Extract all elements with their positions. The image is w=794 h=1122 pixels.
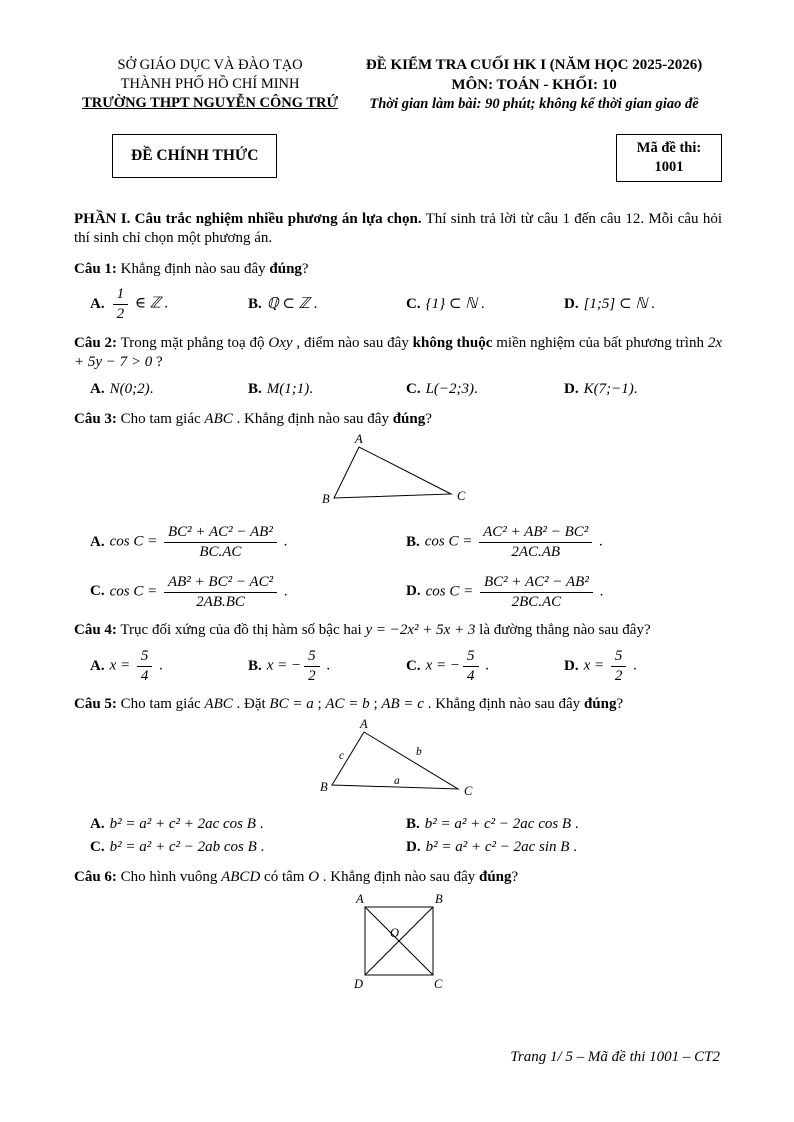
- q3-stem-math1: ABC: [204, 411, 233, 428]
- option-letter: D.: [406, 583, 421, 600]
- question-5: [74, 695, 722, 857]
- q3-stem-end: ?: [425, 411, 432, 428]
- q1-stem-end: ?: [301, 260, 309, 277]
- option-letter: C.: [90, 583, 105, 600]
- q4-stem: [74, 621, 722, 641]
- vertex-d-label: D: [354, 976, 364, 991]
- option-post: .: [474, 380, 478, 397]
- option-post: .: [155, 657, 163, 674]
- q2-option-b: [248, 380, 406, 400]
- option-post: .: [481, 657, 489, 674]
- option-post: .: [571, 816, 579, 833]
- option-post: .: [322, 657, 331, 674]
- option-letter: C.: [90, 838, 105, 855]
- fraction-numerator: BC² + AC² − AB²: [164, 524, 277, 543]
- school-name: TRƯỜNG THPT NGUYỄN CÔNG TRỨ: [82, 94, 339, 111]
- option-letter: C.: [406, 380, 421, 397]
- q2-stem: [74, 334, 722, 373]
- fraction: [164, 524, 277, 561]
- option-letter: B.: [248, 295, 262, 312]
- fraction-denominator: BC.AC: [199, 543, 242, 560]
- option-letter: D.: [406, 838, 421, 855]
- page-footer: Trang 1/ 5 – Mã đề thi 1001 – CT2: [510, 1049, 720, 1065]
- side-c-label: c: [339, 749, 345, 762]
- city-line: THÀNH PHỐ HỒ CHÍ MINH: [120, 75, 300, 92]
- q5-stem-text3: ;: [313, 696, 326, 713]
- q1-stem: [74, 260, 722, 280]
- option-letter: A.: [90, 533, 105, 550]
- question-2: [74, 334, 722, 400]
- option-post: .: [149, 380, 154, 397]
- option-letter: D.: [564, 295, 579, 312]
- fraction: [611, 648, 627, 685]
- side-b-label: b: [416, 745, 422, 758]
- q5-stem-end: ?: [616, 696, 624, 713]
- option-letter: B.: [248, 657, 262, 674]
- department-line: SỞ GIÁO DỤC VÀ ĐÀO TẠO: [117, 57, 303, 73]
- fraction: [480, 574, 593, 611]
- q1-option-b: [248, 295, 406, 315]
- fraction-denominator: 2: [308, 667, 316, 684]
- q5-option-c: [90, 838, 406, 858]
- option-math: x = −: [266, 657, 302, 674]
- q5-stem-bold: đúng: [583, 696, 617, 713]
- fraction: [304, 648, 320, 685]
- q6-stem-math1: ABCD: [221, 869, 261, 886]
- q2-stem-math2: 2x + 5y − 7 > 0: [74, 334, 722, 371]
- option-letter: A.: [90, 295, 105, 312]
- header-left-block: [74, 56, 346, 114]
- q3-stem-text1: Cho tam giác: [116, 411, 205, 428]
- exam-code-value: 1001: [654, 158, 684, 175]
- option-letter: B.: [406, 533, 420, 550]
- fraction: [463, 648, 479, 685]
- q5-triangle-figure: [74, 719, 722, 810]
- q5-stem-text2: . Đặt: [232, 696, 270, 713]
- exam-title: ĐỀ KIỂM TRA CUỐI HK I (NĂM HỌC 2025-2026): [365, 57, 703, 73]
- question-3: [74, 410, 722, 610]
- option-math: x =: [583, 657, 608, 674]
- q5-stem-math1: ABC: [204, 696, 233, 713]
- q6-label: Câu 6:: [74, 869, 117, 886]
- vertex-b-label: B: [322, 491, 330, 506]
- option-letter: C.: [406, 657, 421, 674]
- option-math: K(7;−1): [583, 380, 634, 397]
- q2-label: Câu 2:: [74, 334, 118, 351]
- q5-stem-text4: ;: [369, 696, 382, 713]
- q3-triangle-figure: [74, 434, 722, 519]
- q2-options: [74, 380, 722, 400]
- q6-stem: [74, 868, 722, 888]
- fraction-denominator: 2BC.AC: [511, 593, 562, 610]
- option-post: .: [647, 295, 655, 312]
- q6-stem-text3: . Khẳng định nào sau đây: [319, 869, 479, 886]
- fraction-numerator: 5: [463, 648, 479, 667]
- q3-option-c: [90, 574, 406, 611]
- q6-stem-bold: đúng: [479, 869, 512, 886]
- fraction-denominator: 2: [614, 667, 623, 684]
- part1-heading: [74, 210, 722, 249]
- option-post: .: [569, 838, 577, 855]
- fraction-denominator: 2: [116, 305, 125, 322]
- option-math: {1} ⊂ ℕ: [425, 295, 478, 312]
- triangle-outline: [334, 447, 451, 498]
- option-post: .: [595, 583, 604, 600]
- option-post: .: [279, 533, 288, 550]
- q2-option-d: [564, 380, 722, 400]
- q5-stem: [74, 695, 722, 715]
- q1-stem-bold: đúng: [269, 260, 302, 277]
- fraction: [479, 524, 592, 561]
- option-post: .: [255, 816, 264, 833]
- q1-option-d: [564, 295, 722, 315]
- q4-options: [74, 648, 722, 685]
- option-math: M(1;1): [266, 380, 310, 397]
- q4-stem-text1: Trục đối xứng của đồ thị hàm số bậc hai: [116, 622, 366, 639]
- q6-square-figure: [74, 892, 722, 1001]
- exam-header: [74, 56, 722, 114]
- q5-stem-math4: AB = c: [381, 696, 424, 713]
- fraction: [137, 648, 153, 685]
- part1-heading-rest: Thí sinh trả lời từ câu 1 đến câu 12. Mỗi câu hỏi thí sinh chỉ chọn một phương án.: [74, 210, 722, 247]
- option-math: cos C =: [424, 533, 477, 550]
- option-letter: D.: [564, 380, 579, 397]
- option-math: b² = a² + c² − 2ac sin B: [425, 838, 570, 855]
- fraction-numerator: 5: [611, 648, 627, 667]
- vertex-c-label: C: [464, 783, 473, 798]
- fraction-denominator: 2AC.AB: [511, 543, 561, 560]
- vertex-a-label: A: [356, 891, 364, 906]
- option-math: ℚ ⊂ ℤ: [266, 295, 310, 312]
- fraction-numerator: 5: [304, 648, 320, 667]
- option-math: b² = a² + c² + 2ac cos B: [109, 816, 256, 833]
- q2-stem-end: ?: [152, 354, 163, 371]
- question-4: [74, 621, 722, 684]
- q1-options: [74, 286, 722, 323]
- exam-code-box: [616, 134, 722, 182]
- fraction-denominator: 4: [140, 667, 149, 684]
- fraction-numerator: AB² + BC² − AC²: [164, 574, 277, 593]
- q5-stem-text5: . Khẳng định nào sau đây: [423, 696, 584, 713]
- option-math: b² = a² + c² − 2ab cos B: [109, 838, 257, 855]
- q2-option-a: [90, 380, 248, 400]
- center-o-label: O: [390, 925, 400, 940]
- q5-label: Câu 5:: [74, 696, 117, 713]
- option-post: .: [256, 838, 265, 855]
- q5-stem-text1: Cho tam giác: [116, 696, 205, 713]
- fraction-denominator: 2AB.BC: [196, 593, 245, 610]
- side-a-label: a: [394, 774, 400, 787]
- q4-stem-math1: y = −2x² + 5x + 3: [365, 622, 476, 639]
- option-math: cos C =: [425, 583, 477, 600]
- square-abcd-svg: [346, 892, 450, 994]
- q6-stem-end: ?: [511, 869, 519, 886]
- duration-line: Thời gian làm bài: 90 phút; không kể thời gian giao đề: [369, 96, 699, 112]
- exam-code-label: Mã đề thi:: [636, 139, 702, 156]
- vertex-b-label: B: [435, 891, 443, 906]
- option-math: [1;5] ⊂ ℕ: [583, 295, 648, 312]
- q2-stem-text3: miền nghiệm của bất phương trình: [492, 334, 708, 351]
- q2-option-c: [406, 380, 564, 400]
- option-math: N(0;2): [109, 380, 150, 397]
- triangle-abc-sides-svg: [316, 719, 480, 803]
- fraction-numerator: AC² + AB² − BC²: [479, 524, 592, 543]
- q1-option-c: [406, 295, 564, 315]
- option-letter: B.: [406, 816, 420, 833]
- vertex-a-label: A: [360, 718, 368, 731]
- subject-line: MÔN: TOÁN - KHỐI: 10: [451, 76, 617, 93]
- q5-option-d: [406, 838, 722, 858]
- option-post: .: [309, 295, 318, 312]
- boxes-row: [74, 134, 722, 182]
- q5-options: [74, 815, 722, 857]
- q6-stem-text2: có tâm: [260, 869, 309, 886]
- triangle-abc-svg: [319, 434, 477, 512]
- q4-label: Câu 4:: [74, 622, 117, 639]
- q1-label: Câu 1:: [74, 260, 117, 277]
- q5-option-a: [90, 815, 406, 835]
- question-6: [74, 868, 722, 1000]
- q3-label: Câu 3:: [74, 411, 117, 428]
- vertex-b-label: B: [320, 779, 328, 794]
- vertex-c-label: C: [434, 976, 443, 991]
- q1-stem-text: Khẳng định nào sau đây: [116, 260, 270, 277]
- q3-option-d: [406, 574, 722, 611]
- q5-stem-math3: AC = b: [325, 696, 370, 713]
- fraction-numerator: 5: [137, 648, 153, 667]
- q4-option-a: [90, 648, 248, 685]
- q3-stem: [74, 410, 722, 430]
- option-post: .: [629, 657, 637, 674]
- fraction-numerator: BC² + AC² − AB²: [480, 574, 593, 593]
- option-math: cos C =: [109, 533, 161, 550]
- option-letter: A.: [90, 816, 105, 833]
- q2-stem-bold: không thuộc: [412, 334, 493, 351]
- q2-stem-text1: Trong mặt phẳng toạ độ: [117, 334, 269, 351]
- option-post: .: [477, 295, 485, 312]
- header-right-block: [346, 56, 722, 114]
- q2-stem-text2: , điểm nào sau đây: [292, 334, 413, 351]
- q3-option-a: [90, 524, 406, 561]
- q5-stem-math2: BC = a: [269, 696, 314, 713]
- q1-option-a: [90, 286, 248, 323]
- q3-option-b: [406, 524, 722, 561]
- q4-option-b: [248, 648, 406, 685]
- option-math: L(−2;3): [425, 380, 475, 397]
- option-letter: D.: [564, 657, 579, 674]
- part1-heading-bold: PHẦN I. Câu trắc nghiệm nhiều phương án lựa chọn.: [74, 210, 422, 227]
- fraction: [113, 286, 129, 323]
- fraction: [164, 574, 277, 611]
- q3-stem-text2: . Khẳng định nào sau đây: [232, 411, 393, 428]
- option-post: .: [309, 380, 313, 397]
- option-post: .: [595, 533, 603, 550]
- vertex-c-label: C: [457, 488, 466, 503]
- option-letter: C.: [406, 295, 421, 312]
- q3-options: [74, 524, 722, 610]
- q6-stem-math2: O: [308, 869, 320, 886]
- q2-stem-math1: Oxy: [268, 334, 293, 351]
- option-math: x =: [109, 657, 134, 674]
- fraction-denominator: 4: [467, 667, 475, 684]
- option-math: x = −: [425, 657, 460, 674]
- option-post: .: [633, 380, 638, 397]
- option-math: b² = a² + c² − 2ac cos B: [424, 816, 572, 833]
- option-letter: B.: [248, 380, 262, 397]
- q4-option-d: [564, 648, 722, 685]
- question-1: [74, 260, 722, 323]
- option-letter: A.: [90, 380, 105, 397]
- vertex-a-label: A: [355, 433, 363, 446]
- option-math: cos C =: [109, 583, 161, 600]
- q5-option-b: [406, 815, 722, 835]
- option-math: ∈ ℤ .: [131, 295, 169, 312]
- option-letter: A.: [90, 657, 105, 674]
- official-exam-box: ĐỀ CHÍNH THỨC: [112, 134, 277, 178]
- q4-option-c: [406, 648, 564, 685]
- q6-stem-text1: Cho hình vuông: [116, 869, 222, 886]
- fraction-numerator: 1: [113, 286, 129, 305]
- q4-stem-end: là đường thẳng nào sau đây?: [475, 622, 651, 639]
- option-post: .: [280, 583, 288, 600]
- q3-stem-bold: đúng: [392, 411, 426, 428]
